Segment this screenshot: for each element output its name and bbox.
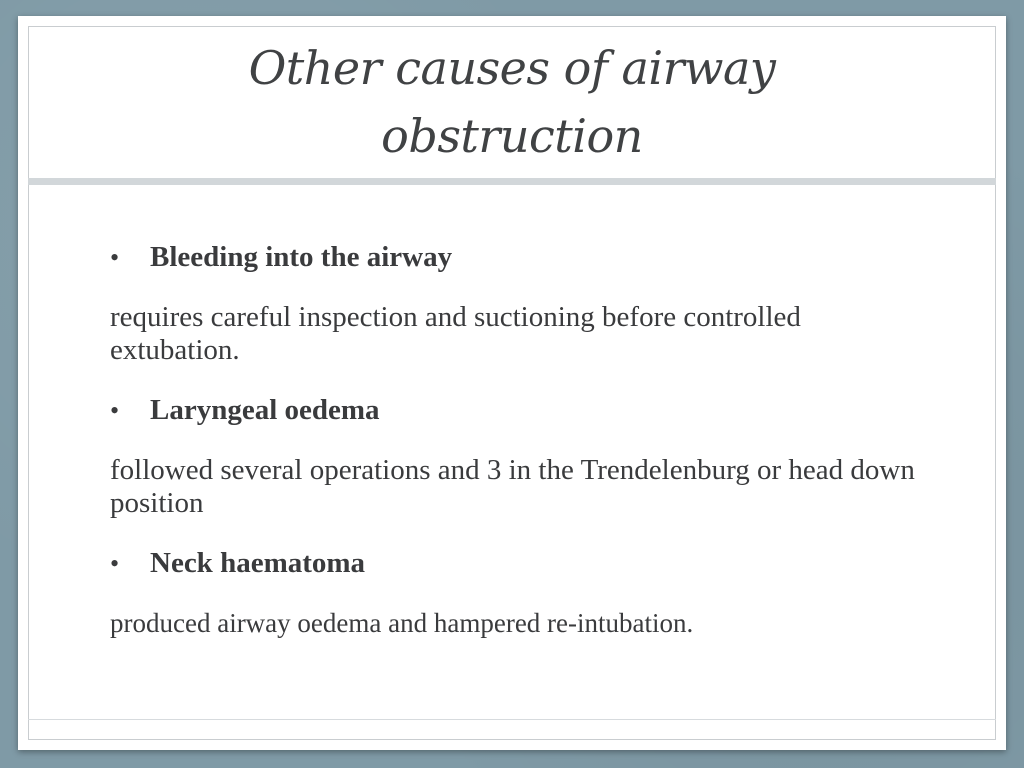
bullet-description: requires careful inspection and suctioning before controlled extubation.: [110, 301, 801, 366]
bullet-item: [110, 391, 930, 430]
bullet-description: followed several operations and 3 in the Trendelenburg or head down position: [110, 454, 915, 519]
bullet-item: [110, 544, 930, 583]
bullet-heading: Neck haematoma: [150, 547, 366, 579]
slide-content: [110, 238, 930, 664]
title-area: [28, 26, 996, 178]
bullet-heading: Bleeding into the airway: [150, 241, 453, 273]
bullet-icon: •: [110, 549, 120, 578]
slide-title-line-1: Other causes of airway: [248, 41, 776, 95]
slide-title: [249, 34, 776, 170]
slide: [18, 16, 1006, 750]
footer-divider: [28, 719, 996, 720]
title-divider: [28, 178, 996, 185]
bullet-icon: •: [110, 396, 120, 425]
bullet-item: [110, 238, 930, 277]
bullet-heading: Laryngeal oedema: [150, 394, 380, 426]
bullet-description: produced airway oedema and hampered re-intubation.: [110, 608, 694, 638]
slide-title-line-2: obstruction: [381, 109, 643, 163]
bullet-icon: •: [110, 243, 120, 272]
